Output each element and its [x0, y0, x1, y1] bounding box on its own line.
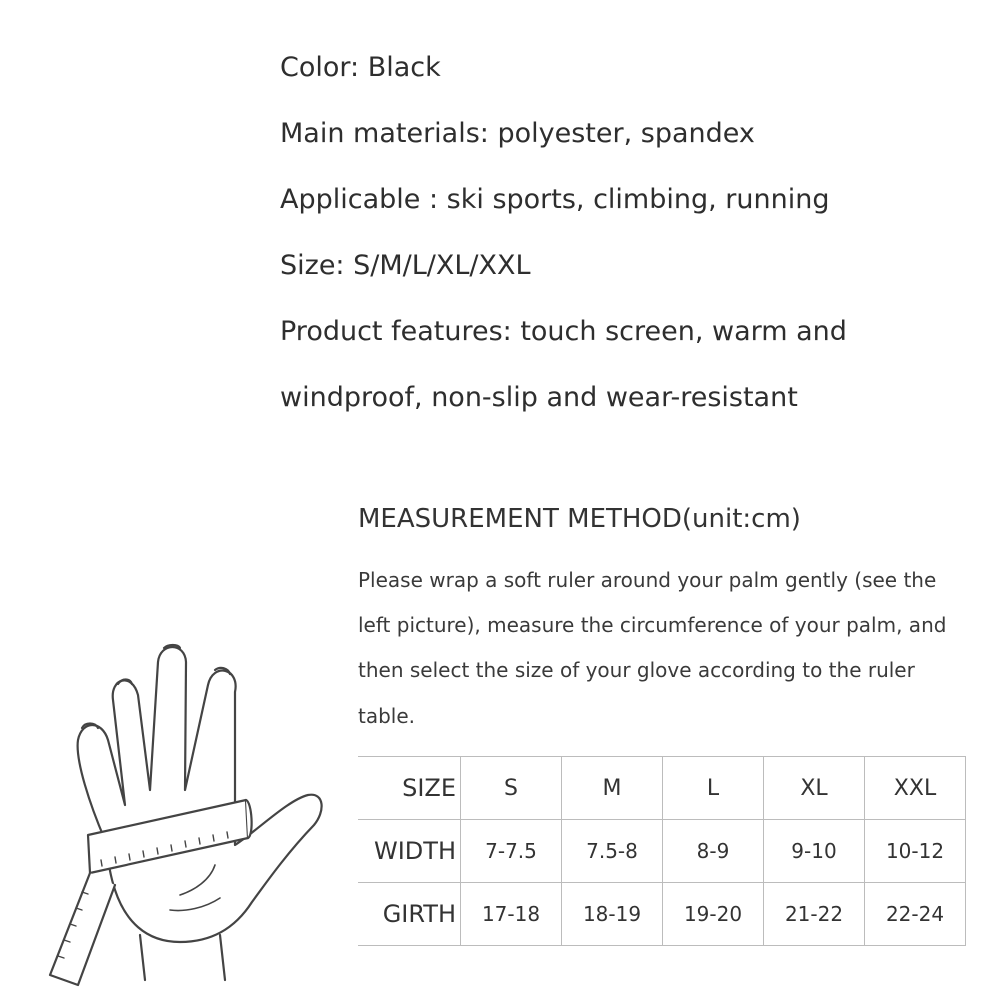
spec-materials: Main materials: polyester, spandex [280, 118, 755, 149]
girth-cell: 22-24 [865, 883, 966, 946]
size-cell: XXL [865, 757, 966, 820]
size-cell: XL [764, 757, 865, 820]
spec-size: Size: S/M/L/XL/XXL [280, 250, 531, 281]
measurement-title: MEASUREMENT METHOD(unit:cm) [358, 504, 801, 534]
girth-row-label: GIRTH [358, 883, 461, 946]
width-row-label: WIDTH [358, 820, 461, 883]
spec-color: Color: Black [280, 52, 441, 83]
width-cell: 8-9 [663, 820, 764, 883]
spec-features-line2: windproof, non-slip and wear-resistant [280, 382, 798, 413]
size-table [358, 756, 966, 946]
tape-band [88, 800, 248, 873]
width-cell: 7-7.5 [461, 820, 562, 883]
hand-outline [78, 647, 322, 942]
girth-cell: 17-18 [461, 883, 562, 946]
girth-cell: 18-19 [562, 883, 663, 946]
instruction-line: left picture), measure the circumference of your palm, and [358, 613, 947, 637]
instruction-line: Please wrap a soft ruler around your palm gently (see the [358, 568, 937, 592]
width-cell: 9-10 [764, 820, 865, 883]
girth-cell: 21-22 [764, 883, 865, 946]
spec-applicable: Applicable : ski sports, climbing, running [280, 184, 830, 215]
table-row [358, 883, 966, 946]
hand-with-measuring-tape-icon [20, 640, 340, 1000]
size-cell: M [562, 757, 663, 820]
instruction-line: then select the size of your glove according to the ruler [358, 658, 915, 682]
instruction-line: table. [358, 704, 416, 728]
spec-features-line1: Product features: touch screen, warm and [280, 316, 847, 347]
table-row [358, 757, 966, 820]
table-row [358, 820, 966, 883]
width-cell: 10-12 [865, 820, 966, 883]
size-header-label: SIZE [358, 757, 461, 820]
width-cell: 7.5-8 [562, 820, 663, 883]
size-cell: S [461, 757, 562, 820]
tape-end [50, 873, 115, 985]
girth-cell: 19-20 [663, 883, 764, 946]
size-cell: L [663, 757, 764, 820]
